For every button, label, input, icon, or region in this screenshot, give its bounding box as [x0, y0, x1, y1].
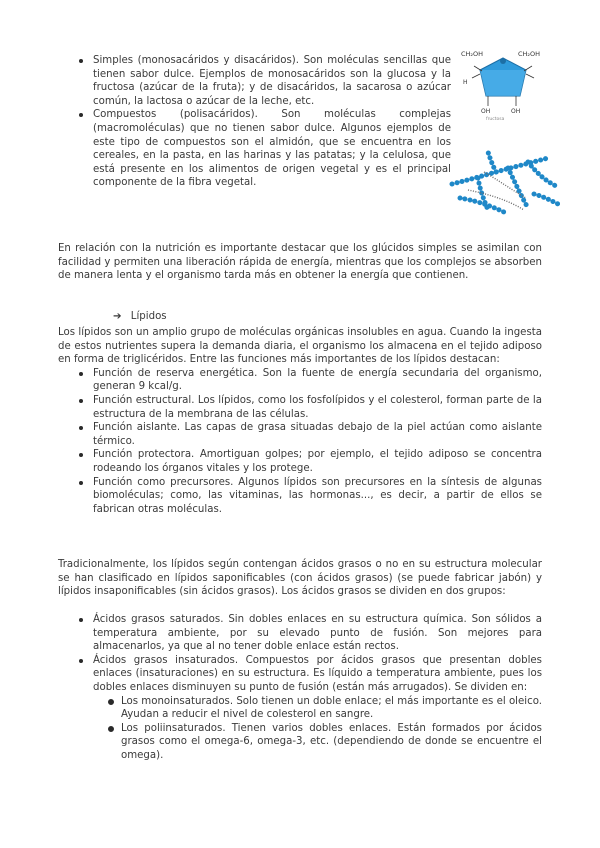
list-item-funcion: Función como precursores. Algunos lípidos son precursores en la síntesis de algunas biomoléculas; como, las vitaminas, las hormonas..., es decir, a partir de ellos se fabrican otras moléculas.	[58, 476, 542, 517]
list-item-funcion: Función de reserva energética. Son la fuente de energía secundaria del organismo, generan 9 kcal/g.	[58, 367, 542, 394]
fig-label-oh-right: OH	[511, 108, 521, 115]
paragraph-lipidos-intro: Los lípidos son un amplio grupo de moléculas orgánicas insolubles en agua. Cuando la ingesta de estos nutrientes supera la demanda diaria, el organismo los almacena en el tejido adiposo en forma de triglicéridos. Entre las funciones más importantes de los lípidos destacan:	[58, 327, 542, 366]
list-item-funcion: Función protectora. Amortiguan golpes; por ejemplo, el tejido adiposo se concentra rodeando los órganos vitales y los protege.	[58, 448, 542, 475]
list-item-compuestos: Compuestos (polisacáridos). Son moléculas complejas (macromoléculas) que no tienen sabor dulce. Algunos ejemplos de este tipo de compuestos son el almidón, que se encuentra en los cereales, en la pasta, en las harinas y las patatas; y la celulosa, que está presente en los alimentos de origen vegetal y es el principal componente de la fibra vegetal.	[58, 108, 451, 190]
section-heading-lipidos	[113, 310, 167, 324]
acidos-grasos-list	[58, 613, 542, 763]
heading-text: Lípidos	[130, 311, 167, 322]
fig-label-ch2oh-right: CH₂OH	[518, 50, 541, 58]
paragraph-nutricion: En relación con la nutrición es importante destacar que los glúcidos simples se asimilan con facilidad y permiten una liberación rápida de energía, mientras que los complejos se absorben de manera lenta y el organismo tarda más en obtener la energía que contienen.	[58, 243, 542, 282]
list-item-saturados: Ácidos grasos saturados. Sin dobles enlaces en su estructura química. Son sólidos a temperatura ambiente, por su elevado punto de fusión. Son mejores para almacenarlos, ya que al no tener doble enlace están rectos.	[58, 613, 542, 654]
lipidos-section	[58, 326, 542, 516]
fig-caption: fructosa	[486, 117, 505, 122]
list-item-funcion: Función estructural. Los lípidos, como los fosfolípidos y el colesterol, forman parte de la estructura de la membrana de las células.	[58, 394, 542, 421]
paragraph-tradicional: Tradicionalmente, los lípidos según contengan ácidos grasos o no en su estructura molecular se han clasificado en lípidos saponificables (con ácidos grasos) (se puede fabricar jabón) y lípidos insaponificables (sin ácidos grasos). Los ácidos grasos se dividen en dos grupos:	[58, 559, 542, 598]
insaturados-sublist	[58, 695, 542, 763]
fig-label-h: H	[463, 79, 468, 86]
list-item-insaturados	[58, 654, 542, 763]
funciones-list	[58, 367, 542, 517]
arrow-icon: ➔	[113, 311, 122, 322]
sublist-item-poli: Los poliinsaturados. Tienen varios dobles enlaces. Están formados por ácidos grasos como el omega-6, omega-3, etc. (dependiendo de donde se encuentre el omega).	[58, 722, 542, 763]
list-item-simples: Simples (monosacáridos y disacáridos). Son moléculas sencillas que tienen sabor dulce. Ejemplos de monosacáridos son la glucosa y la fructosa (azúcar de la fruta); y de disacáridos, la sacarosa o azúcar común, la lactosa o azúcar de la leche, etc.	[58, 54, 451, 108]
fructose-figure	[458, 44, 548, 122]
glucidos-list	[58, 54, 451, 190]
polysaccharide-figure	[448, 150, 560, 220]
fig-label-oh-left: OH	[481, 108, 491, 115]
insaturados-text: Ácidos grasos insaturados. Compuestos por ácidos grasos que presentan dobles enlaces (insaturaciones) en su estructura. Es líquido a temperatura ambiente, pues los dobles enlaces disminuyen su punto de fusión (están más arrugados). Se dividen en:	[93, 654, 542, 693]
fig-label-ch2oh-left: CH₂OH	[461, 50, 484, 58]
sublist-item-mono: Los monoinsaturados. Solo tienen un doble enlace; el más importante es el oleico. Ayudan a reducir el nivel de colesterol en sangre.	[58, 695, 542, 722]
list-item-funcion: Función aislante. Las capas de grasa situadas debajo de la piel actúan como aislante térmico.	[58, 421, 542, 448]
